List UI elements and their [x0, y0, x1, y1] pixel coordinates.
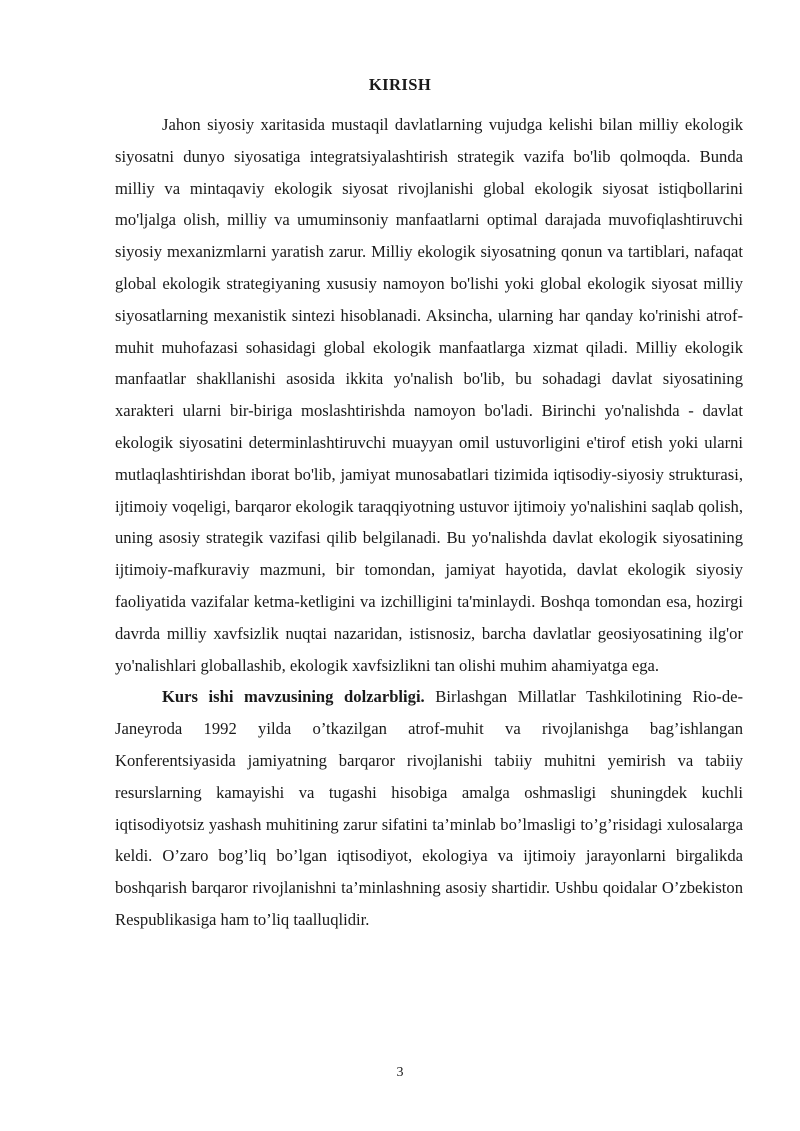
paragraph-introduction	[115, 109, 743, 681]
body-text	[115, 109, 743, 936]
page-number: 3	[396, 1065, 404, 1080]
paragraph-text: Birlashgan Millatlar Tashkilotining Rio-de-Janeyroda 1992 yilda o’tkazilgan atrof-muhit va rivojlanishga bag’ishlangan Konferentsiyasida jamiyatning barqaror rivojlanishi tabiiy muhitni yemirish va tabiiy resurslarning kamayishi va tugashi hisobiga amalga oshmasligi shuningdek kuchli iqtisodiyotsiz yashash muhitining zarur sifatini ta’minlab bo’lmasligi to’g’risidagi xulosalarga keldi. O’zaro bog’liq bo’lgan iqtisodiyot, ekologiya va ijtimoiy jarayonlarni birgalikda boshqarish barqaror rivojlanishni ta’minlashning asosiy shartidir. Ushbu qoidalar O’zbekiston Respublikasiga ham to’liq taalluqlidir.	[115, 687, 744, 929]
paragraph-relevance	[115, 681, 743, 935]
paragraph-text: Jahon siyosiy xaritasida mustaqil davlatlarning vujudga kelishi bilan milliy ekologik siyosatni dunyo siyosatiga integratsiyalashtirish strategik vazifa bo'lib qolmoqda. Bunda milliy va mintaqaviy ekologik siyosat rivojlanishi global ekologik siyosat istiqbollarini mo'ljalga olish, milliy va umuminsoniy manfaatlarni optimal darajada muvofiqlashtiruvchi siyosiy mexanizmlarni yaratish zarur. Milliy ekologik siyosatning qonun va tartiblari, nafaqat global ekologik strategiyaning xususiy namoyon bo'lishi yoki global ekologik siyosat milliy siyosatlarning mexanistik sintezi hisoblanadi. Aksincha, ularning har qanday ko'rinishi atrof-muhit muhofazasi sohasidagi global ekologik manfaatlarga xizmat qiladi. Milliy ekologik manfaatlar shakllanishi asosida ikkita yo'nalish bo'lib, bu sohadagi davlat siyosatining xarakteri ularni bir-biriga moslashtirishda namoyon bo'ladi. Birinchi yo'nalishda - davlat ekologik siyosatini determinlashtiruvchi muayyan omil ustuvorligini e'tirof etish yoki ularni mutlaqlashtirishdan iborat bo'lib, jamiyat munosabatlari tizimida iqtisodiy-siyosiy strukturasi, ijtimoiy voqeligi, barqaror ekologik taraqqiyotning ustuvor ijtimoiy yo'nalishini saqlab qolish, uning asosiy strategik vazifasi qilib belgilanadi. Bu yo'nalishda davlat ekologik siyosatining ijtimoiy-mafkuraviy mazmuni, bir tomondan, jamiyat hayotida, davlat ekologik siyosiy faoliyatida vazifalar ketma-ketligini va izchilligini ta'minlaydi. Boshqa tomondan esa, hozirgi davrda milliy xavfsizlik nuqtai nazaridan, istisnosiz, barcha davlatlar geosiyosatining ilg'or yo'nalishlari globallashib, ekologik xavfsizlikni tan olishi muhim ahamiyatga ega.	[115, 115, 743, 675]
paragraph-lead: Kurs ishi mavzusining dolzarbligi.	[162, 687, 425, 707]
section-heading: KIRISH	[368, 75, 432, 94]
